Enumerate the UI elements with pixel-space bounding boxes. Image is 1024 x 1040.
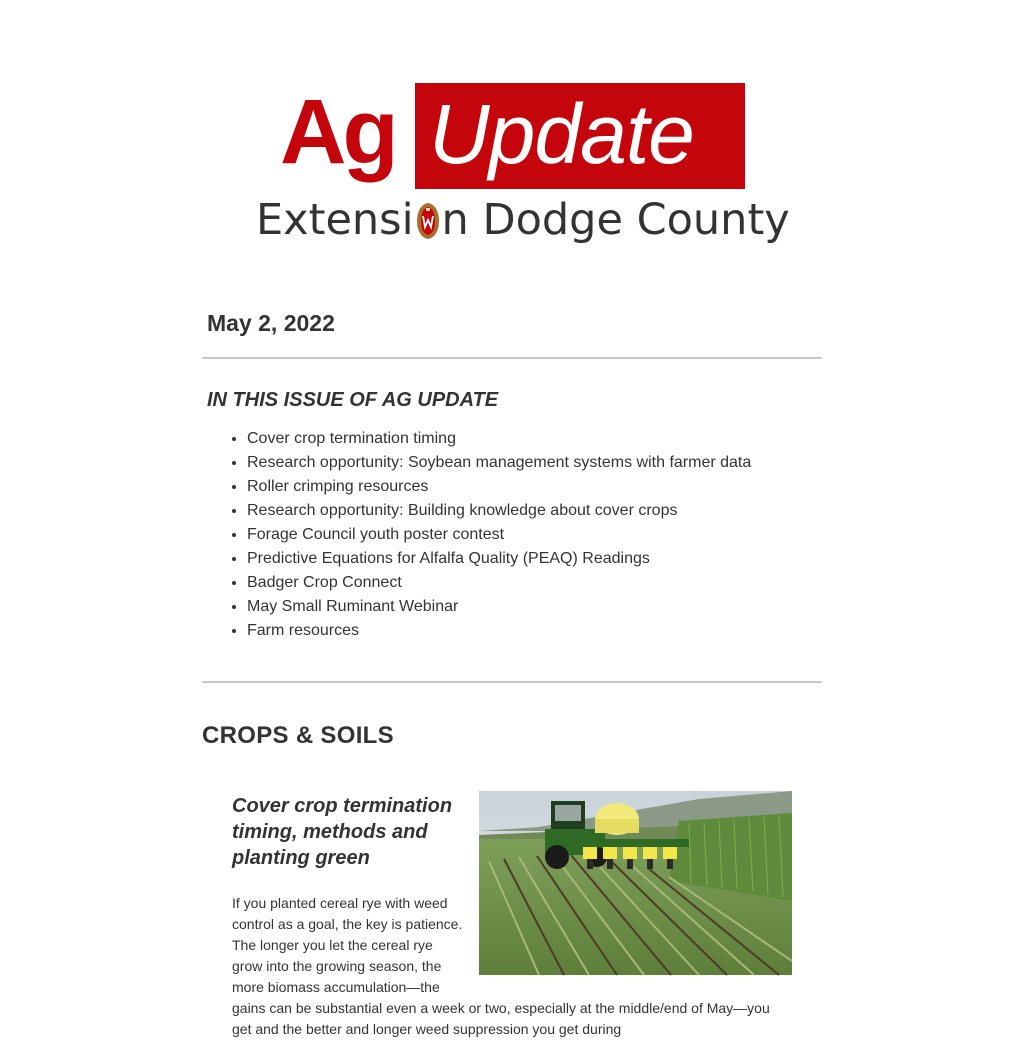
toc-item[interactable]: • Predictive Equations for Alfalfa Quality (PEAQ) Readings <box>247 547 822 571</box>
masthead-county <box>256 192 790 248</box>
county-text-before: Extensi <box>256 195 414 245</box>
divider <box>202 357 822 359</box>
toc-item[interactable]: • May Small Ruminant Webinar <box>247 595 822 619</box>
masthead-ag: Ag <box>280 81 395 183</box>
toc-item[interactable]: • Forage Council youth poster contest <box>247 523 822 547</box>
uw-crest-icon <box>416 202 440 240</box>
toc-item[interactable]: • Research opportunity: Building knowledge about cover crops <box>247 499 822 523</box>
divider <box>202 681 822 683</box>
article-title[interactable]: Cover crop termination timing, methods and planting green <box>232 795 453 869</box>
newsletter-content <box>202 300 822 1040</box>
section-heading: CROPS & SOILS <box>202 722 394 749</box>
issue-date: May 2, 2022 <box>207 310 335 336</box>
toc-item[interactable]: • Cover crop termination timing <box>247 427 822 451</box>
masthead-update: Update <box>429 87 694 181</box>
article <box>232 791 792 1040</box>
article-body: If you planted cereal rye with weed control as a goal, the key is patience. The longer you let the cereal rye grow into the growing season, the more biomass accumulation—the gains can be substantial even a week or two, especially at the middle/end of May—you get and the better and longer weed suppression you get during <box>232 895 770 1037</box>
county-text-after: n Dodge County <box>441 195 790 245</box>
tractor-planting-photo <box>479 791 792 975</box>
toc-item[interactable]: • Farm resources <box>247 619 822 643</box>
toc-heading: IN THIS ISSUE OF AG UPDATE <box>207 389 499 411</box>
masthead <box>0 0 1024 270</box>
toc-item[interactable]: • Roller crimping resources <box>247 475 822 499</box>
toc-list <box>202 427 822 643</box>
toc-item[interactable]: • Research opportunity: Soybean management systems with farmer data <box>247 451 822 475</box>
masthead-update-box <box>415 83 745 189</box>
toc-item[interactable]: • Badger Crop Connect <box>247 571 822 595</box>
